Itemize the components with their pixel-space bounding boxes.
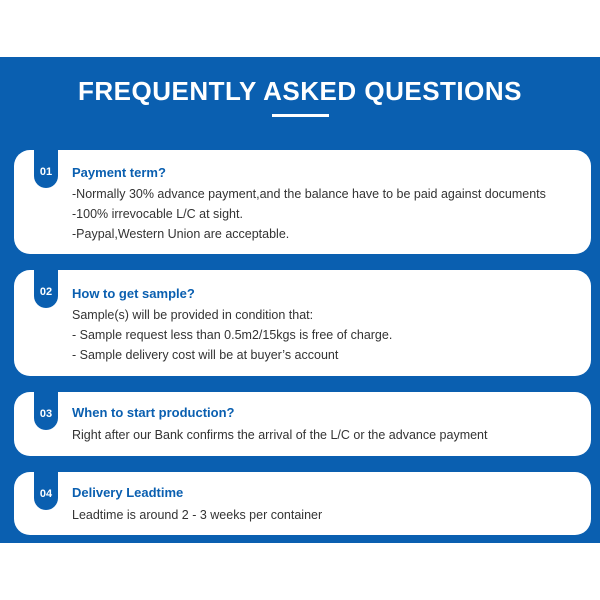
faq-question: When to start production? — [72, 405, 235, 420]
title-underline — [272, 114, 329, 117]
faq-question: How to get sample? — [72, 286, 195, 301]
faq-number-badge: 04 — [34, 472, 58, 510]
answer-line: - Sample delivery cost will be at buyer’s account — [72, 348, 339, 362]
answer-line: - Sample request less than 0.5m2/15kgs is free of charge. — [72, 328, 393, 342]
faq-answer — [72, 505, 322, 525]
faq-question: Delivery Leadtime — [72, 485, 184, 500]
faq-answer — [72, 184, 546, 244]
answer-line: -Normally 30% advance payment,and the balance have to be paid against documents — [72, 187, 546, 201]
answer-line: Sample(s) will be provided in condition that: — [72, 308, 314, 322]
faq-card-3 — [14, 392, 591, 456]
answer-line: Leadtime is around 2 - 3 weeks per container — [72, 508, 323, 522]
faq-number-badge: 01 — [34, 150, 58, 188]
faq-number-badge: 02 — [34, 270, 58, 308]
faq-question: Payment term? — [72, 165, 166, 180]
answer-line: Right after our Bank confirms the arrival of the L/C or the advance payment — [72, 428, 488, 442]
answer-line: -Paypal,Western Union are acceptable. — [72, 227, 290, 241]
faq-answer — [72, 305, 392, 365]
faq-card-4 — [14, 472, 591, 535]
page-title: FREQUENTLY ASKED QUESTIONS — [78, 76, 522, 106]
faq-number-badge: 03 — [34, 392, 58, 430]
answer-line: -100% irrevocable L/C at sight. — [72, 207, 243, 221]
faq-answer — [72, 425, 488, 445]
